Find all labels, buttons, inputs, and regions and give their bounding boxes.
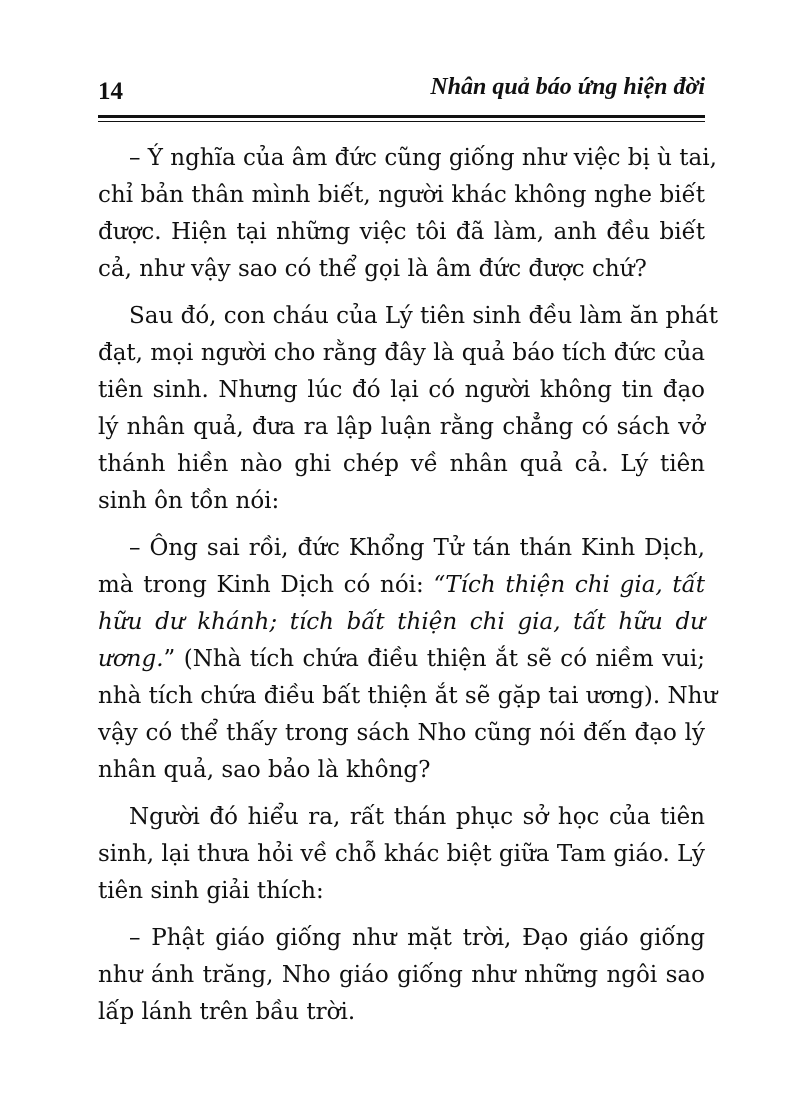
text-segment: nhà tích chứa điều bất thiện ắt sẽ gặp tai ương). Như [98, 683, 718, 709]
text-line [98, 873, 705, 910]
page-number: 14 [98, 78, 123, 105]
text-segment: chỉ bản thân mình biết, người khác không nghe biết [98, 182, 705, 208]
text-line [98, 604, 705, 641]
text-line [98, 251, 705, 288]
italic-quote-text: hữu dư khánh; tích bất thiện chi gia, tất hữu dư [98, 609, 705, 635]
text-segment: tiên sinh. Nhưng lúc đó lại có người không tin đạo [98, 377, 705, 403]
text-segment: như ánh trăng, Nho giáo giống như những ngôi sao [98, 962, 705, 988]
paragraph [98, 298, 719, 520]
paragraph [98, 799, 705, 910]
text-line [98, 836, 705, 873]
text-line [98, 799, 705, 836]
text-segment: thánh hiền nào ghi chép về nhân quả cả. Lý tiên [98, 451, 705, 477]
text-line [98, 994, 705, 1031]
text-segment: Sau đó, con cháu của Lý tiên sinh đều làm ăn phát [129, 303, 719, 329]
header-rule-thick [98, 115, 705, 118]
text-line [98, 567, 705, 604]
text-line [98, 530, 705, 567]
italic-quote-text: ương. [98, 646, 164, 672]
header-rule-thin [98, 121, 705, 122]
text-line [98, 214, 705, 251]
text-segment: sinh ôn tồn nói: [98, 488, 280, 514]
text-segment: ” (Nhà tích chứa điều thiện ắt sẽ có niềm vui; [163, 646, 705, 672]
text-segment: – Ông sai rồi, đức Khổng Tử tán thán Kinh Dịch, [129, 535, 705, 561]
text-segment: đạt, mọi người cho rằng đây là quả báo tích đức của [98, 340, 705, 366]
italic-quote-text: “Tích thiện chi gia, tất [433, 572, 705, 598]
page-body [98, 140, 719, 1041]
text-line [98, 483, 705, 520]
text-segment: nhân quả, sao bảo là không? [98, 757, 431, 783]
text-line [98, 715, 705, 752]
paragraph [98, 920, 705, 1031]
text-segment: được. Hiện tại những việc tôi đã làm, anh đều biết [98, 219, 705, 245]
text-line [98, 957, 705, 994]
text-segment: mà trong Kinh Dịch có nói: [98, 572, 434, 598]
text-segment: – Phật giáo giống như mặt trời, Đạo giáo giống [129, 925, 705, 951]
text-line [98, 409, 705, 446]
text-line [98, 752, 705, 789]
text-line [98, 446, 705, 483]
text-segment: – Ý nghĩa của âm đức cũng giống như việc bị ù tai, [129, 145, 717, 171]
paragraph [98, 140, 717, 288]
text-segment: lấp lánh trên bầu trời. [98, 999, 356, 1025]
paragraph [98, 530, 718, 789]
text-line [98, 641, 705, 678]
text-line [98, 298, 719, 335]
text-line [98, 372, 705, 409]
text-segment: Người đó hiểu ra, rất thán phục sở học của tiên [129, 804, 705, 830]
text-line [98, 920, 705, 957]
text-segment: lý nhân quả, đưa ra lập luận rằng chẳng có sách vở [98, 414, 705, 440]
text-segment: cả, như vậy sao có thể gọi là âm đức được chứ? [98, 256, 647, 282]
text-line [98, 177, 705, 214]
text-segment: sinh, lại thưa hỏi về chỗ khác biệt giữa Tam giáo. Lý [98, 841, 705, 867]
text-segment: tiên sinh giải thích: [98, 878, 324, 904]
text-line [98, 140, 717, 177]
text-segment: vậy có thể thấy trong sách Nho cũng nói đến đạo lý [98, 720, 705, 746]
text-line [98, 678, 718, 715]
running-header [98, 74, 705, 110]
text-line [98, 335, 705, 372]
book-title: Nhân quả báo ứng hiện đời [430, 74, 705, 100]
